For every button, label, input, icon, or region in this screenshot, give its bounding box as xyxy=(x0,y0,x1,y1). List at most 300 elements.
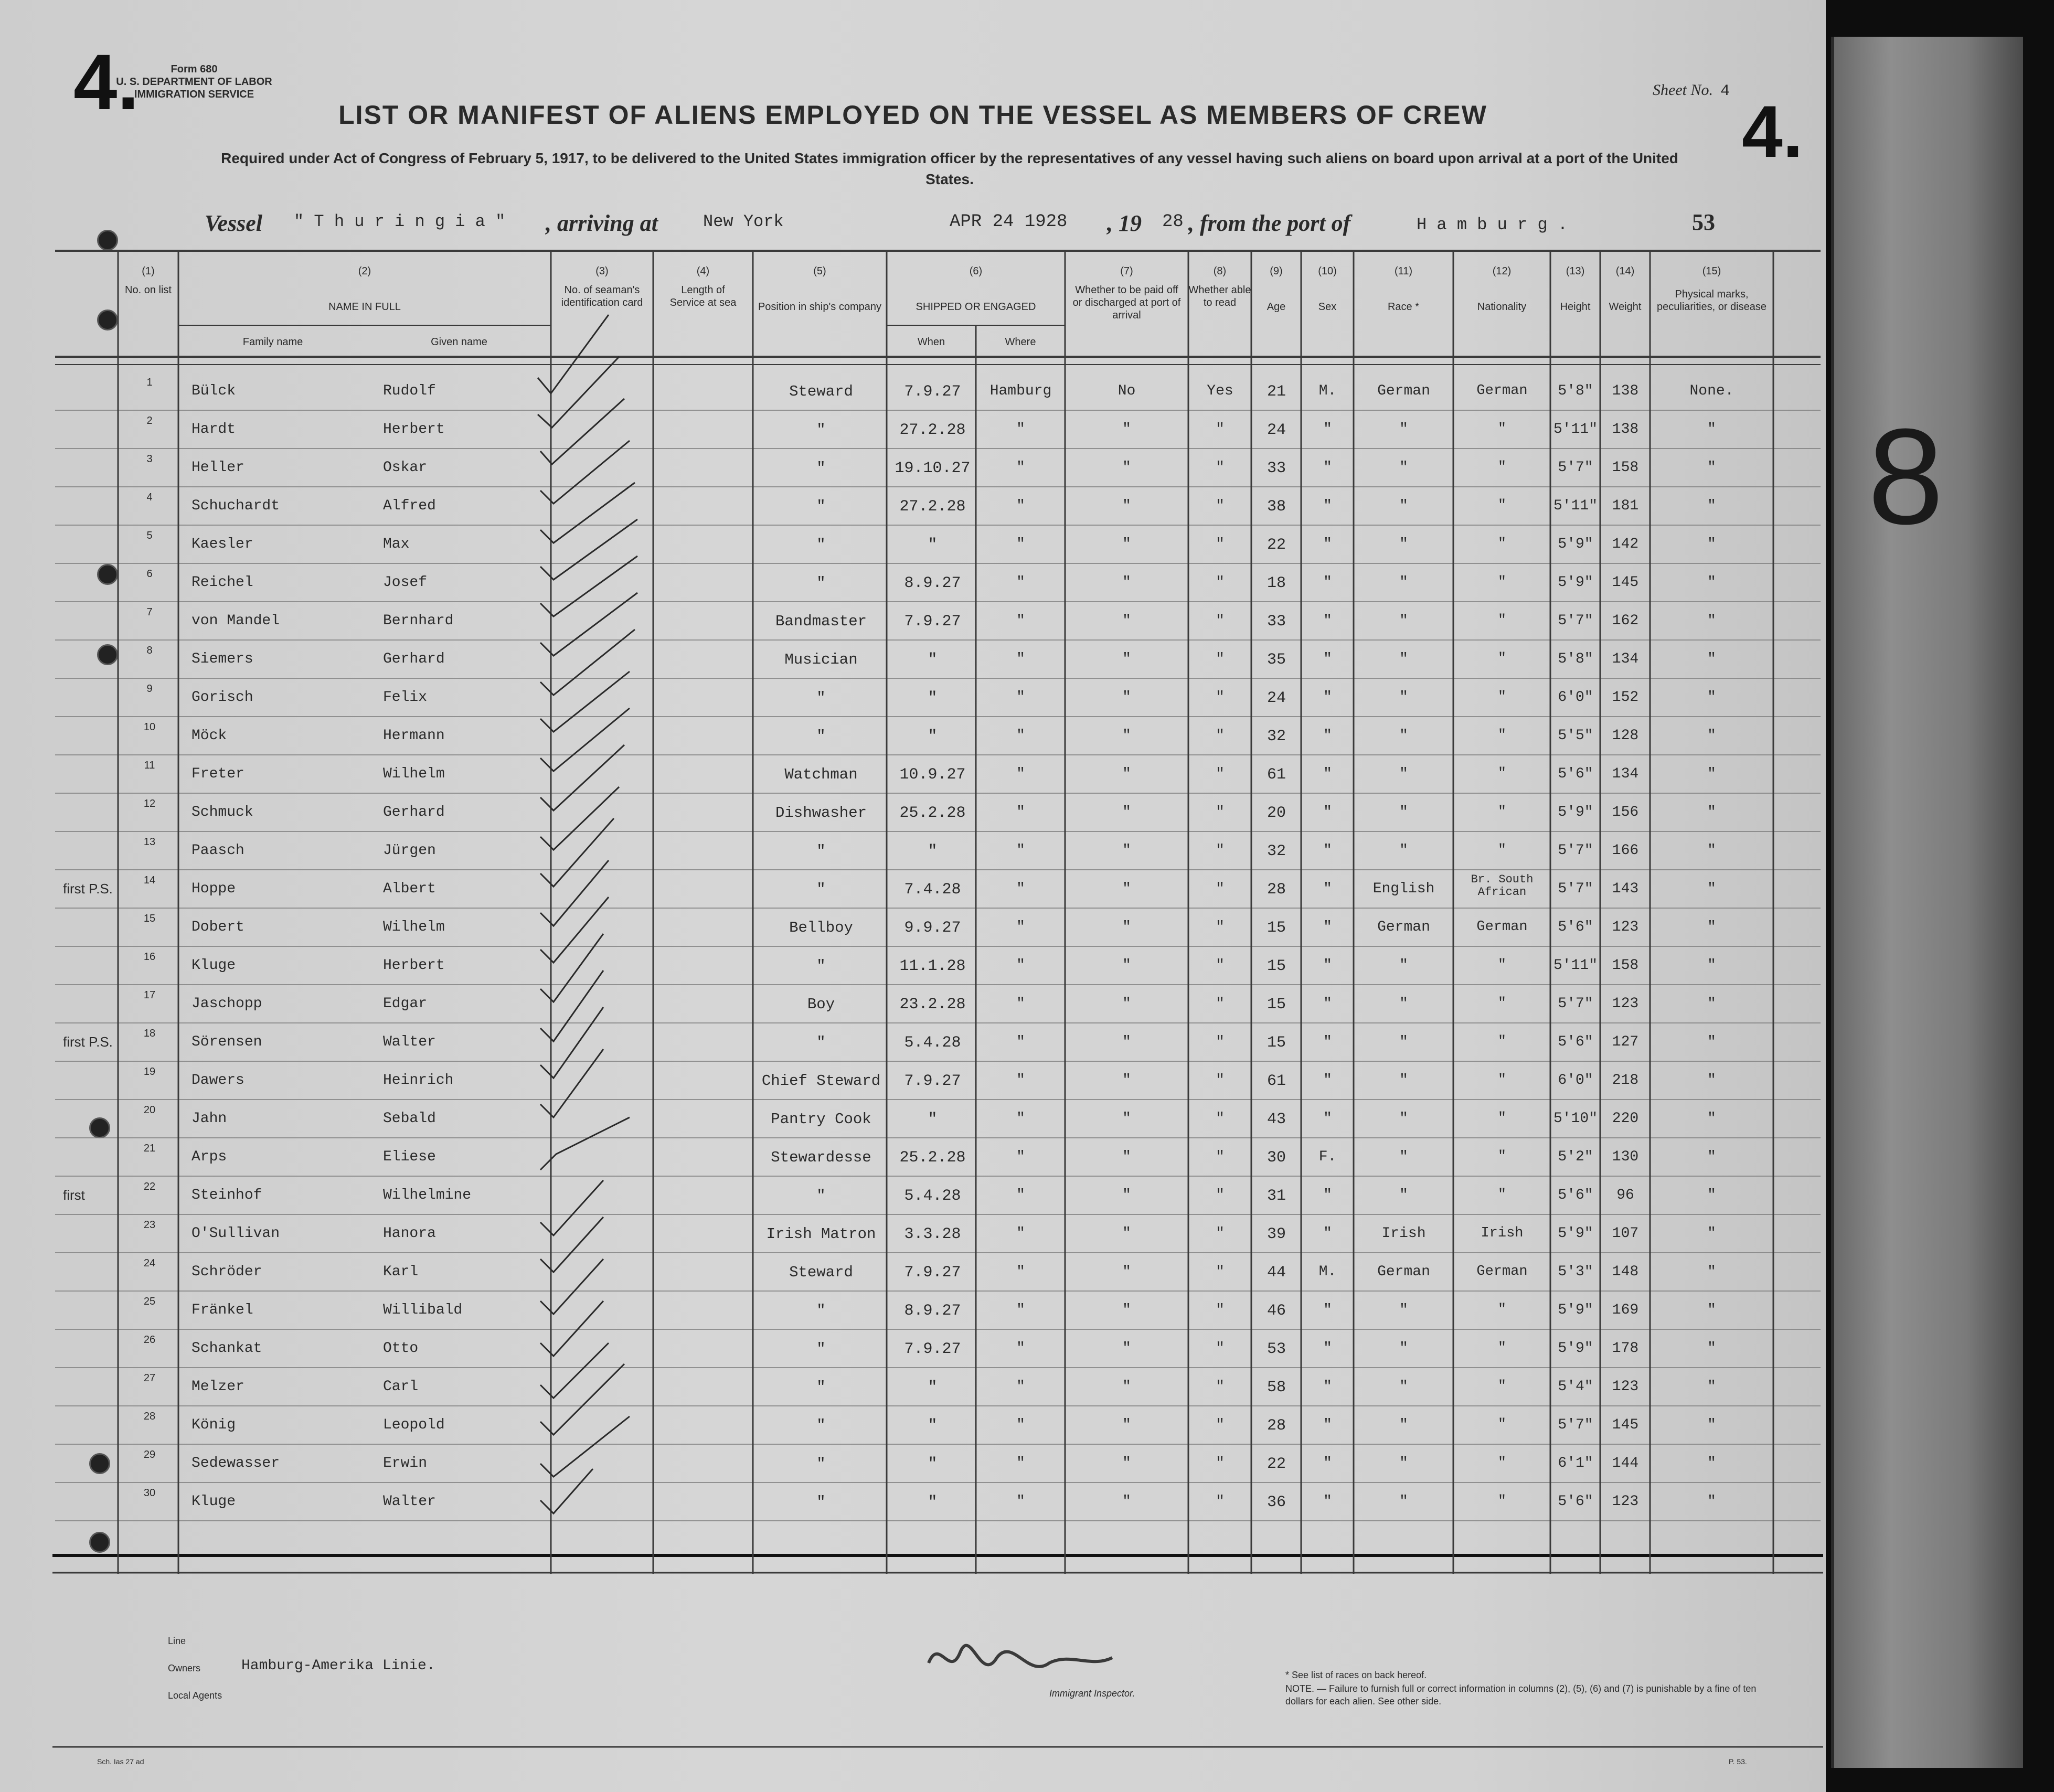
row-paid-off: " xyxy=(1122,881,1131,897)
row-family-name: Möck xyxy=(191,728,227,744)
row-height: 5'7" xyxy=(1558,996,1593,1012)
row-weight: 158 xyxy=(1612,460,1639,476)
row-paid-off: " xyxy=(1122,766,1131,782)
col-2-header xyxy=(178,265,551,313)
page-code: P. 53. xyxy=(1729,1757,1747,1766)
row-race: German xyxy=(1377,919,1430,935)
col-1-label: No. on list xyxy=(125,284,172,296)
row-position: Steward xyxy=(789,1264,853,1281)
row-sex: " xyxy=(1323,919,1332,935)
row-able-to-read: " xyxy=(1216,1187,1225,1203)
row-shipped-where: " xyxy=(1016,1187,1025,1203)
row-shipped-where: " xyxy=(1016,1340,1025,1357)
row-row-number: 12 xyxy=(143,798,156,809)
row-age: 28 xyxy=(1267,1417,1286,1435)
row-nationality: " xyxy=(1497,536,1507,552)
row-physical-marks: " xyxy=(1707,1455,1716,1471)
row-weight: 123 xyxy=(1612,1494,1639,1510)
col-12-label: Nationality xyxy=(1477,301,1527,313)
row-row-number: 20 xyxy=(143,1104,156,1116)
row-physical-marks: " xyxy=(1707,1340,1716,1357)
row-family-name: Gorisch xyxy=(191,689,253,706)
row-weight: 130 xyxy=(1612,1149,1639,1165)
row-family-name: Schuchardt xyxy=(191,498,280,514)
row-row-number: 6 xyxy=(146,568,153,580)
col-5-num: (5) xyxy=(813,265,826,277)
year-suffix: 28 xyxy=(1162,212,1184,232)
row-paid-off: No xyxy=(1118,383,1136,399)
row-race: " xyxy=(1399,498,1408,514)
row-weight: 142 xyxy=(1612,536,1639,552)
row-given-name: Sebald xyxy=(383,1111,436,1127)
row-physical-marks: " xyxy=(1707,728,1716,744)
row-height: 6'1" xyxy=(1558,1455,1593,1471)
row-shipped-where: " xyxy=(1016,842,1025,859)
row-shipped-where: " xyxy=(1016,1225,1025,1242)
row-shipped-when: 25.2.28 xyxy=(899,1149,966,1167)
row-family-name: Kluge xyxy=(191,957,236,974)
row-able-to-read: " xyxy=(1216,804,1225,820)
row-shipped-when: 25.2.28 xyxy=(899,804,966,822)
row-nationality: " xyxy=(1497,842,1507,858)
row-sex: " xyxy=(1323,1072,1332,1089)
row-shipped-where: " xyxy=(1016,1072,1025,1089)
row-height: 5'8" xyxy=(1558,651,1593,667)
penalty-note: NOTE. — Failure to furnish full or correct information in columns (2), (5), (6) and (7) is punishable by a fine of ten dollars for each alien. See other side. xyxy=(1285,1683,1757,1706)
row-age: 28 xyxy=(1267,881,1286,899)
row-physical-marks: None. xyxy=(1689,383,1734,399)
row-sex: " xyxy=(1323,881,1332,897)
row-physical-marks: " xyxy=(1707,421,1716,438)
row-paid-off: " xyxy=(1122,1149,1131,1165)
row-physical-marks: " xyxy=(1707,842,1716,859)
row-paid-off: " xyxy=(1122,1072,1131,1089)
row-row-number: 2 xyxy=(146,415,153,426)
row-height: 5'9" xyxy=(1558,804,1593,820)
row-paid-off: " xyxy=(1122,957,1131,974)
row-race: " xyxy=(1399,804,1408,820)
row-physical-marks: " xyxy=(1707,1149,1716,1165)
row-family-name: Dobert xyxy=(191,919,244,935)
col-15-label: Physical marks, peculiarities, or disease xyxy=(1657,289,1766,313)
row-physical-marks: " xyxy=(1707,1379,1716,1395)
col-10-num: (10) xyxy=(1318,265,1337,277)
row-physical-marks: " xyxy=(1707,574,1716,591)
row-shipped-where: " xyxy=(1016,1149,1025,1165)
row-position: " xyxy=(816,728,826,745)
col-13-label: Height xyxy=(1560,301,1591,313)
row-height: 5'6" xyxy=(1558,766,1593,782)
row-age: 15 xyxy=(1267,919,1286,937)
page-total-annotation: 53 xyxy=(1692,209,1715,235)
row-able-to-read: " xyxy=(1216,689,1225,706)
owners-label: Owners xyxy=(168,1663,201,1673)
row-given-name: Carl xyxy=(383,1379,419,1395)
row-shipped-when: 7.9.27 xyxy=(904,1264,961,1282)
schedule-code: Sch. Ias 27 ad xyxy=(97,1757,144,1766)
row-weight: 178 xyxy=(1612,1340,1639,1357)
row-age: 18 xyxy=(1267,574,1286,592)
row-sex: " xyxy=(1323,1417,1332,1433)
row-physical-marks: " xyxy=(1707,1494,1716,1510)
col-11-num: (11) xyxy=(1394,265,1413,277)
row-age: 30 xyxy=(1267,1149,1286,1167)
row-weight: 145 xyxy=(1612,574,1639,591)
row-position: Bandmaster xyxy=(775,613,867,630)
row-able-to-read: " xyxy=(1216,1379,1225,1395)
row-sex: " xyxy=(1323,1379,1332,1395)
row-sex: " xyxy=(1323,460,1332,476)
row-paid-off: " xyxy=(1122,1187,1131,1203)
row-sex: " xyxy=(1323,1111,1332,1127)
row-row-number: 29 xyxy=(143,1449,156,1460)
row-shipped-where: " xyxy=(1016,689,1025,706)
col-3-label: No. of seaman's identification card xyxy=(561,284,643,308)
row-race: " xyxy=(1399,728,1408,744)
row-able-to-read: " xyxy=(1216,881,1225,897)
row-shipped-when: 8.9.27 xyxy=(904,574,961,592)
row-family-name: Dawers xyxy=(191,1072,244,1089)
col-6-num: (6) xyxy=(969,265,983,277)
row-shipped-where: " xyxy=(1016,996,1025,1012)
row-height: 5'6" xyxy=(1558,1034,1593,1050)
row-able-to-read: " xyxy=(1216,1340,1225,1357)
row-family-name: von Mandel xyxy=(191,613,280,629)
check-marks xyxy=(538,315,637,1513)
row-physical-marks: " xyxy=(1707,651,1716,667)
vessel-name: " T h u r i n g i a " xyxy=(294,212,506,231)
row-shipped-when: 3.3.28 xyxy=(904,1225,961,1243)
row-sex: " xyxy=(1323,689,1332,706)
row-weight: 144 xyxy=(1612,1455,1639,1471)
row-position: " xyxy=(816,957,826,975)
row-row-number: 26 xyxy=(143,1334,156,1346)
row-weight: 162 xyxy=(1612,613,1639,629)
row-shipped-when: 7.9.27 xyxy=(904,613,961,631)
row-able-to-read: " xyxy=(1216,1225,1225,1242)
row-family-name: König xyxy=(191,1417,236,1433)
row-nationality: " xyxy=(1497,766,1507,782)
row-position: " xyxy=(816,1417,826,1434)
corner-annotation-right: 4. xyxy=(1742,90,1803,173)
row-margin-note: first P.S. xyxy=(63,1034,113,1050)
row-paid-off: " xyxy=(1122,804,1131,820)
row-shipped-when: " xyxy=(928,1455,938,1473)
col-5-label: Position in ship's company xyxy=(758,301,882,313)
col-2-label: NAME IN FULL xyxy=(328,301,401,313)
arrival-date-stamp: APR 24 1928 xyxy=(950,212,1068,232)
row-shipped-when: 19.10.27 xyxy=(895,460,971,477)
row-paid-off: " xyxy=(1122,421,1131,438)
row-family-name: Fränkel xyxy=(191,1302,253,1318)
row-race: Irish xyxy=(1381,1225,1426,1242)
row-race: " xyxy=(1399,1379,1408,1395)
row-shipped-when: 7.4.28 xyxy=(904,881,961,899)
row-paid-off: " xyxy=(1122,1455,1131,1471)
row-nationality: " xyxy=(1497,1494,1507,1509)
row-race: " xyxy=(1399,1417,1408,1433)
row-row-number: 14 xyxy=(143,874,156,886)
row-row-number: 27 xyxy=(143,1372,156,1384)
row-physical-marks: " xyxy=(1707,498,1716,514)
row-age: 35 xyxy=(1267,651,1286,669)
row-shipped-where: " xyxy=(1016,1379,1025,1395)
col-9-num: (9) xyxy=(1270,265,1283,277)
row-sex: " xyxy=(1323,842,1332,859)
row-shipped-when: 9.9.27 xyxy=(904,919,961,937)
row-row-number: 1 xyxy=(146,377,153,388)
race-footnote: * See list of races on back hereof. xyxy=(1285,1670,1427,1680)
row-sex: " xyxy=(1323,996,1332,1012)
row-race: " xyxy=(1399,957,1408,974)
row-height: 5'7" xyxy=(1558,613,1593,629)
row-family-name: Melzer xyxy=(191,1379,244,1395)
row-row-number: 13 xyxy=(143,836,156,848)
row-given-name: Bernhard xyxy=(383,613,454,629)
row-paid-off: " xyxy=(1122,498,1131,514)
row-height: 5'2" xyxy=(1558,1149,1593,1165)
row-shipped-when: 23.2.28 xyxy=(899,996,966,1014)
row-paid-off: " xyxy=(1122,1111,1131,1127)
row-height: 5'8" xyxy=(1558,383,1593,399)
row-shipped-when: 7.9.27 xyxy=(904,1072,961,1090)
row-position: " xyxy=(816,1379,826,1396)
row-position: " xyxy=(816,460,826,477)
col-12-header xyxy=(1453,265,1550,313)
row-position: " xyxy=(816,1340,826,1358)
row-race: German xyxy=(1377,383,1430,399)
row-position: " xyxy=(816,1302,826,1319)
row-race: German xyxy=(1377,1264,1430,1280)
row-nationality: " xyxy=(1497,1340,1507,1356)
col-2-num: (2) xyxy=(358,265,371,277)
col-1-header xyxy=(118,265,178,296)
corner-annotation-left: 4. xyxy=(73,38,140,126)
owners-value: Hamburg-Amerika Linie. xyxy=(241,1658,435,1674)
row-nationality: German xyxy=(1476,1264,1528,1279)
row-sex: " xyxy=(1323,574,1332,591)
row-nationality: " xyxy=(1497,957,1507,973)
row-age: 24 xyxy=(1267,421,1286,439)
row-height: 5'11" xyxy=(1553,498,1598,514)
row-shipped-where: " xyxy=(1016,1111,1025,1127)
row-weight: 134 xyxy=(1612,766,1639,782)
row-height: 5'7" xyxy=(1558,881,1593,897)
row-shipped-when: " xyxy=(928,1111,938,1128)
adjacent-page-edge xyxy=(1831,37,2023,1768)
row-age: 44 xyxy=(1267,1264,1286,1282)
row-shipped-when: " xyxy=(928,689,938,707)
row-height: 5'6" xyxy=(1558,919,1593,935)
row-sex: " xyxy=(1323,498,1332,514)
row-shipped-where: " xyxy=(1016,881,1025,897)
row-paid-off: " xyxy=(1122,919,1131,935)
arriving-label: , arriving at xyxy=(546,210,658,236)
col-7-label: Whether to be paid off or discharged at port of arrival xyxy=(1072,284,1181,321)
row-age: 61 xyxy=(1267,766,1286,784)
row-able-to-read: " xyxy=(1216,996,1225,1012)
row-given-name: Karl xyxy=(383,1264,419,1280)
row-sex: " xyxy=(1323,1340,1332,1357)
document-title: LIST OR MANIFEST OF ALIENS EMPLOYED ON THE VESSEL AS MEMBERS OF CREW xyxy=(338,100,1487,130)
row-age: 21 xyxy=(1267,383,1286,401)
row-able-to-read: " xyxy=(1216,1455,1225,1471)
row-shipped-when: 5.4.28 xyxy=(904,1187,961,1205)
row-physical-marks: " xyxy=(1707,1302,1716,1318)
row-race: " xyxy=(1399,1340,1408,1357)
row-row-number: 19 xyxy=(143,1066,156,1078)
row-sex: " xyxy=(1323,1494,1332,1510)
row-shipped-where: " xyxy=(1016,957,1025,974)
row-physical-marks: " xyxy=(1707,536,1716,552)
row-weight: 181 xyxy=(1612,498,1639,514)
col-12-num: (12) xyxy=(1492,265,1512,277)
row-height: 5'7" xyxy=(1558,460,1593,476)
row-physical-marks: " xyxy=(1707,460,1716,476)
col-14-num: (14) xyxy=(1615,265,1635,277)
row-weight: 128 xyxy=(1612,728,1639,744)
row-shipped-when: " xyxy=(928,728,938,745)
row-race: " xyxy=(1399,574,1408,591)
row-paid-off: " xyxy=(1122,1264,1131,1280)
row-age: 22 xyxy=(1267,1455,1286,1473)
row-shipped-when: 27.2.28 xyxy=(899,498,966,516)
row-sex: " xyxy=(1323,728,1332,744)
row-sex: " xyxy=(1323,804,1332,820)
row-row-number: 21 xyxy=(143,1143,156,1154)
row-weight: 143 xyxy=(1612,881,1639,897)
row-given-name: Gerhard xyxy=(383,651,445,667)
row-paid-off: " xyxy=(1122,1225,1131,1242)
row-able-to-read: " xyxy=(1216,651,1225,667)
row-shipped-when: 27.2.28 xyxy=(899,421,966,439)
row-able-to-read: " xyxy=(1216,957,1225,974)
row-paid-off: " xyxy=(1122,728,1131,744)
col-14-header xyxy=(1600,265,1650,313)
row-shipped-where: " xyxy=(1016,1302,1025,1318)
row-position: " xyxy=(816,574,826,592)
col-11-header xyxy=(1354,265,1453,313)
row-nationality: Irish xyxy=(1481,1225,1524,1241)
row-weight: 218 xyxy=(1612,1072,1639,1089)
row-given-name: Walter xyxy=(383,1034,436,1050)
row-race: " xyxy=(1399,1494,1408,1510)
row-sex: " xyxy=(1323,1034,1332,1050)
row-family-name: Heller xyxy=(191,460,244,476)
row-physical-marks: " xyxy=(1707,689,1716,706)
row-able-to-read: " xyxy=(1216,574,1225,591)
row-given-name: Wilhelmine xyxy=(383,1187,472,1203)
col-6-when-header: When xyxy=(917,336,945,348)
row-paid-off: " xyxy=(1122,1302,1131,1318)
row-nationality: German xyxy=(1476,383,1528,399)
row-position: Bellboy xyxy=(789,919,853,936)
row-given-name: Felix xyxy=(383,689,428,706)
row-shipped-when: 5.4.28 xyxy=(904,1034,961,1052)
side-annotation-mark: 8 xyxy=(1868,401,1944,553)
row-paid-off: " xyxy=(1122,536,1131,552)
row-height: 5'9" xyxy=(1558,1225,1593,1242)
row-nationality: " xyxy=(1497,613,1507,628)
row-weight: 123 xyxy=(1612,1379,1639,1395)
row-able-to-read: " xyxy=(1216,498,1225,514)
row-position: Steward xyxy=(789,383,853,400)
row-able-to-read: " xyxy=(1216,421,1225,438)
row-shipped-where: " xyxy=(1016,651,1025,667)
row-physical-marks: " xyxy=(1707,613,1716,629)
row-height: 5'4" xyxy=(1558,1379,1593,1395)
row-physical-marks: " xyxy=(1707,996,1716,1012)
row-position: " xyxy=(816,689,826,707)
row-row-number: 5 xyxy=(146,530,153,541)
row-weight: 134 xyxy=(1612,651,1639,667)
row-position: " xyxy=(816,1034,826,1051)
document-subtitle: Required under Act of Congress of February 5, 1917, to be delivered to the United States immigration officer by the representatives of any vessel having such aliens on board upon arrival at a port of the United States. xyxy=(221,150,1678,187)
row-family-name: Kaesler xyxy=(191,536,253,552)
col-8-label: Whether able to read xyxy=(1188,284,1251,308)
col-3-header xyxy=(551,265,653,309)
row-row-number: 28 xyxy=(143,1411,156,1422)
col-11-label: Race * xyxy=(1387,301,1420,313)
row-age: 15 xyxy=(1267,1034,1286,1052)
row-race: " xyxy=(1399,689,1408,706)
row-position: " xyxy=(816,498,826,515)
row-sex: " xyxy=(1323,536,1332,552)
row-shipped-where: " xyxy=(1016,728,1025,744)
inspector-signature xyxy=(929,1646,1112,1667)
form-service: IMMIGRATION SERVICE xyxy=(134,89,254,100)
row-nationality: " xyxy=(1497,421,1507,437)
row-position: " xyxy=(816,1494,826,1511)
row-family-name: Steinhof xyxy=(191,1187,262,1203)
row-physical-marks: " xyxy=(1707,1034,1716,1050)
row-age: 32 xyxy=(1267,842,1286,860)
arrival-port: New York xyxy=(703,212,784,231)
row-shipped-where: " xyxy=(1016,1417,1025,1433)
row-family-name: Bülck xyxy=(191,383,236,399)
row-position: Chief Steward xyxy=(761,1072,881,1090)
row-height: 5'10" xyxy=(1553,1111,1598,1127)
row-nationality: " xyxy=(1497,1072,1507,1088)
row-row-number: 8 xyxy=(146,645,153,656)
row-nationality: Br. South African xyxy=(1471,873,1534,899)
col-4-label: Length of Service at sea xyxy=(669,284,737,308)
row-nationality: German xyxy=(1476,919,1528,935)
row-family-name: Jaschopp xyxy=(191,996,262,1012)
row-age: 46 xyxy=(1267,1302,1286,1320)
form-department: U. S. DEPARTMENT OF LABOR xyxy=(116,76,272,88)
local-agents-label: Local Agents xyxy=(168,1690,222,1701)
row-shipped-where: " xyxy=(1016,460,1025,476)
row-shipped-where: " xyxy=(1016,613,1025,629)
row-race: " xyxy=(1399,460,1408,476)
row-family-name: Reichel xyxy=(191,574,253,591)
row-position: Pantry Cook xyxy=(771,1111,871,1128)
row-shipped-when: " xyxy=(928,1417,938,1435)
row-physical-marks: " xyxy=(1707,1225,1716,1242)
row-family-name: Sörensen xyxy=(191,1034,262,1050)
col-15-header xyxy=(1653,265,1771,313)
row-able-to-read: " xyxy=(1216,1111,1225,1127)
row-race: " xyxy=(1399,1187,1408,1203)
col-9-header xyxy=(1251,265,1301,313)
row-shipped-where: Hamburg xyxy=(989,383,1052,399)
row-physical-marks: " xyxy=(1707,957,1716,974)
row-row-number: 23 xyxy=(143,1219,156,1231)
row-weight: 107 xyxy=(1612,1225,1639,1242)
row-shipped-when: 10.9.27 xyxy=(899,766,966,784)
row-able-to-read: " xyxy=(1216,1034,1225,1050)
